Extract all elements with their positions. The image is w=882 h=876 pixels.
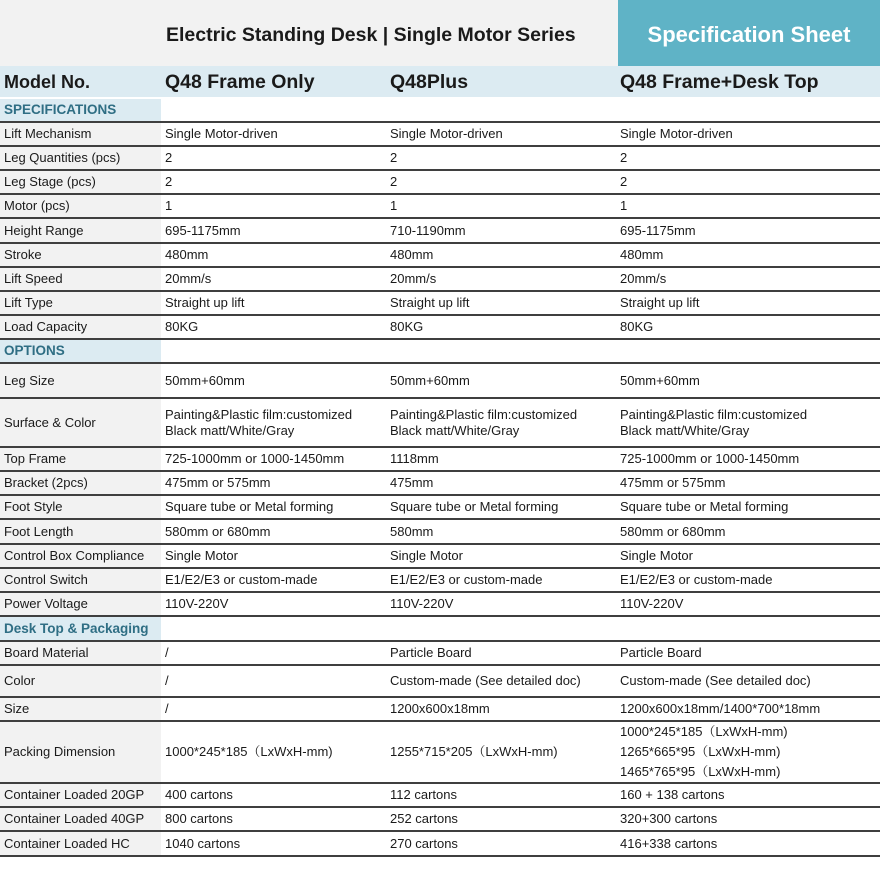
spec-value-line: 480mm (165, 247, 209, 262)
spec-value (616, 592, 880, 616)
spec-value-line: 800 cartons (165, 811, 233, 826)
spec-row (0, 398, 880, 447)
spec-label: Lift Speed (0, 267, 161, 291)
spec-value (616, 831, 880, 856)
spec-value-line: 2 (390, 150, 398, 165)
spec-value (161, 218, 386, 243)
spec-value (616, 267, 880, 291)
spec-value-line: Single Motor-driven (390, 126, 503, 141)
spec-value-line: / (165, 645, 169, 660)
spec-value-line: 580mm or 680mm (620, 523, 726, 539)
spec-value-line: 110V-220V (165, 596, 229, 611)
spec-value-line: 1118mm (390, 451, 439, 466)
spec-value (616, 398, 880, 447)
spec-value (386, 721, 616, 783)
spec-value-line: 2 (620, 174, 628, 189)
spec-value (161, 592, 386, 616)
spec-value (386, 641, 616, 665)
spec-value-line: 475mm or 575mm (165, 475, 271, 490)
spec-value (386, 291, 616, 315)
spec-value-line: 400 cartons (165, 787, 233, 802)
spec-value-line: 1 (390, 198, 398, 213)
spec-value (161, 146, 386, 170)
spec-value (386, 170, 616, 194)
spec-value-line: Single Motor (620, 548, 693, 563)
spec-value-line: Square tube or Metal forming (165, 499, 334, 514)
spec-value-line: Particle Board (620, 645, 702, 660)
spec-label: Power Voltage (0, 592, 161, 616)
spec-row (0, 783, 880, 807)
section-header-row (0, 616, 880, 641)
spec-value (161, 170, 386, 194)
spec-row (0, 544, 880, 568)
spec-value (386, 544, 616, 568)
page-title: Electric Standing Desk | Single Motor Series (166, 24, 576, 46)
spec-label: Leg Size (0, 363, 161, 398)
spec-label: Container Loaded 40GP (0, 807, 161, 831)
spec-value-line: Single Motor-driven (165, 126, 278, 141)
spec-label: Color (0, 665, 161, 697)
spec-value (161, 471, 386, 495)
spec-value-line: Black matt/White/Gray (620, 422, 750, 438)
spec-value (616, 194, 880, 218)
spec-label: Motor (pcs) (0, 194, 161, 218)
spec-value (386, 783, 616, 807)
spec-value (386, 592, 616, 616)
spec-value-line: Straight up lift (165, 295, 245, 310)
spec-value (386, 122, 616, 146)
spec-value (616, 665, 880, 697)
spec-value-line: 20mm/s (165, 271, 212, 286)
spec-label: Control Switch (0, 568, 161, 592)
spec-value-line: 1200x600x18mm (390, 701, 490, 716)
spec-value-line: 2 (165, 150, 173, 165)
model-q48plus: Q48Plus (390, 70, 469, 93)
spec-value-line: 416+338 cartons (620, 835, 718, 851)
spec-value (386, 363, 616, 398)
spec-label: Container Loaded HC (0, 831, 161, 856)
spec-row (0, 495, 880, 519)
spec-value-line: 110V-220V (620, 596, 684, 611)
section-title: Desk Top & Packaging (0, 616, 161, 641)
spec-label: Leg Stage (pcs) (0, 170, 161, 194)
spec-value (386, 831, 616, 856)
spec-row (0, 291, 880, 315)
spec-value (616, 243, 880, 267)
spec-value (386, 315, 616, 339)
spec-value (616, 218, 880, 243)
spec-value (161, 831, 386, 856)
spec-value-line: 1 (165, 198, 173, 213)
spec-label: Load Capacity (0, 315, 161, 339)
spec-row (0, 122, 880, 146)
spec-value (161, 363, 386, 398)
spec-value (616, 519, 880, 544)
spec-value (616, 170, 880, 194)
spec-value-line: 1200x600x18mm/1400*700*18mm (620, 701, 821, 716)
section-title: OPTIONS (0, 339, 161, 363)
spec-value (161, 519, 386, 544)
spec-value (616, 146, 880, 170)
spec-value (161, 243, 386, 267)
section-spacer-cell (386, 616, 616, 641)
spec-label: Foot Length (0, 519, 161, 544)
spec-value (616, 544, 880, 568)
section-spacer-cell (161, 339, 386, 363)
spec-value (161, 544, 386, 568)
spec-value (386, 146, 616, 170)
spec-value (386, 471, 616, 495)
spec-value-line: Single Motor (390, 548, 463, 563)
spec-label: Surface & Color (0, 398, 161, 447)
spec-value-line: 1255*715*205（LxWxH-mm) (390, 744, 558, 759)
spec-row (0, 363, 880, 398)
spec-row (0, 447, 880, 471)
spec-label: Size (0, 697, 161, 721)
spec-value-line: 50mm+60mm (620, 372, 700, 388)
spec-row (0, 807, 880, 831)
spec-label: Lift Mechanism (0, 122, 161, 146)
spec-value (616, 568, 880, 592)
spec-value-line: Painting&Plastic film:customized (620, 406, 808, 422)
spec-value-line: Straight up lift (620, 295, 700, 310)
spec-value-line: 110V-220V (390, 596, 454, 611)
spec-value (616, 291, 880, 315)
spec-label: Board Material (0, 641, 161, 665)
spec-value-line: Custom-made (See detailed doc) (390, 673, 581, 688)
spec-value-line: 475mm or 575mm (620, 475, 726, 490)
spec-value (616, 807, 880, 831)
spec-value-line: 480mm (620, 247, 664, 262)
spec-value-line: Custom-made (See detailed doc) (620, 673, 811, 688)
spec-value (161, 398, 386, 447)
spec-value-line: Black matt/White/Gray (165, 422, 295, 438)
spec-value-line: 475mm (390, 475, 434, 490)
spec-value (616, 471, 880, 495)
spec-sheet-badge: Specification Sheet (618, 0, 880, 66)
spec-value (386, 697, 616, 721)
spec-value-line: 1000*245*185（LxWxH-mm) (620, 724, 788, 739)
model-q48-frame-only: Q48 Frame Only (165, 70, 315, 93)
spec-label: Container Loaded 20GP (0, 783, 161, 807)
spec-value (616, 697, 880, 721)
spec-value (386, 243, 616, 267)
spec-value (616, 122, 880, 146)
spec-value (616, 495, 880, 519)
spec-value (616, 447, 880, 471)
spec-row (0, 471, 880, 495)
section-spacer-cell (386, 339, 616, 363)
spec-value-line: 2 (165, 174, 173, 189)
spec-value (161, 665, 386, 697)
spec-row (0, 721, 880, 783)
spec-value-line: 252 cartons (390, 811, 458, 826)
spec-value-line: 2 (390, 174, 398, 189)
section-spacer-cell (386, 98, 616, 122)
spec-value-line: 695-1175mm (165, 222, 241, 238)
spec-value (161, 122, 386, 146)
spec-row (0, 665, 880, 697)
spec-value (161, 641, 386, 665)
spec-value-line: 160 + 138 cartons (620, 787, 725, 802)
spec-value-line: Straight up lift (390, 295, 470, 310)
spec-label: Packing Dimension (0, 721, 161, 783)
spec-value (616, 721, 880, 783)
spec-label: Bracket (2pcs) (0, 471, 161, 495)
spec-value-line: 50mm+60mm (165, 372, 245, 388)
section-spacer-cell (616, 616, 880, 641)
spec-value (616, 641, 880, 665)
spec-value-line: Single Motor (165, 548, 238, 563)
spec-value (386, 398, 616, 447)
section-spacer-cell (161, 98, 386, 122)
spec-value (161, 315, 386, 339)
spec-row (0, 519, 880, 544)
spec-row (0, 315, 880, 339)
spec-value-line: Square tube or Metal forming (620, 499, 789, 514)
spec-value-line: 80KG (390, 319, 424, 334)
spec-value-line: E1/E2/E3 or custom-made (620, 572, 773, 587)
spec-value-line: 710-1190mm (390, 222, 466, 238)
section-spacer-cell (616, 339, 880, 363)
spec-value-line: 1265*665*95（LxWxH-mm) (620, 744, 781, 759)
section-title: SPECIFICATIONS (0, 98, 161, 122)
model-no-label: Model No. (4, 71, 90, 92)
spec-value (386, 807, 616, 831)
spec-row (0, 592, 880, 616)
spec-value-line: 1040 cartons (165, 835, 241, 851)
spec-label: Lift Type (0, 291, 161, 315)
spec-value (161, 721, 386, 783)
section-spacer-cell (161, 616, 386, 641)
spec-value-line: Square tube or Metal forming (390, 499, 559, 514)
spec-value (161, 291, 386, 315)
spec-value-line: 320+300 cartons (620, 811, 718, 826)
spec-value (386, 218, 616, 243)
spec-label: Stroke (0, 243, 161, 267)
spec-value-line: 1 (620, 198, 628, 213)
spec-value-line: Single Motor-driven (620, 126, 733, 141)
spec-value-line: 2 (620, 150, 628, 165)
spec-value-line: / (165, 673, 169, 688)
model-q48-frame-desk-top: Q48 Frame+Desk Top (620, 70, 819, 93)
spec-value (386, 568, 616, 592)
spec-value-line: 270 cartons (390, 835, 458, 851)
spec-value (161, 807, 386, 831)
spec-row (0, 218, 880, 243)
spec-row (0, 697, 880, 721)
spec-value (386, 495, 616, 519)
spec-value-line: Particle Board (390, 645, 472, 660)
spec-value (161, 495, 386, 519)
section-header-row (0, 339, 880, 363)
model-header-row (0, 66, 880, 98)
spec-row (0, 831, 880, 856)
spec-value (386, 665, 616, 697)
spec-value (161, 697, 386, 721)
spec-value-line: 480mm (390, 247, 434, 262)
spec-value (386, 447, 616, 471)
spec-value (616, 315, 880, 339)
spec-value-line: 725-1000mm or 1000-1450mm (165, 451, 345, 466)
spec-value-line: 695-1175mm (620, 222, 696, 238)
spec-label: Control Box Compliance (0, 544, 161, 568)
section-spacer-cell (616, 98, 880, 122)
spec-value (616, 783, 880, 807)
spec-value-line: 20mm/s (620, 271, 667, 286)
spec-value (386, 519, 616, 544)
spec-label: Leg Quantities (pcs) (0, 146, 161, 170)
spec-value (161, 783, 386, 807)
spec-row (0, 267, 880, 291)
spec-label: Top Frame (0, 447, 161, 471)
spec-value-line: 20mm/s (390, 271, 437, 286)
spec-value (161, 194, 386, 218)
spec-value-line: 112 cartons (390, 787, 457, 802)
spec-row (0, 146, 880, 170)
spec-value (616, 363, 880, 398)
spec-value (161, 267, 386, 291)
spec-value-line: Painting&Plastic film:customized (165, 406, 353, 422)
spec-value (386, 194, 616, 218)
spec-row (0, 194, 880, 218)
spec-value-line: 1465*765*95（LxWxH-mm) (620, 764, 781, 779)
spec-row (0, 568, 880, 592)
spec-value-line: 580mm or 680mm (165, 523, 271, 539)
spec-value-line: 50mm+60mm (390, 372, 470, 388)
spec-row (0, 243, 880, 267)
spec-row (0, 170, 880, 194)
spec-value-line: E1/E2/E3 or custom-made (390, 572, 543, 587)
spec-value-line: / (165, 701, 169, 716)
spec-value-line: 1000*245*185（LxWxH-mm) (165, 744, 333, 759)
spec-table (0, 66, 880, 857)
spec-value-line: 580mm (390, 523, 434, 539)
spec-value-line: Black matt/White/Gray (390, 422, 520, 438)
spec-label: Foot Style (0, 495, 161, 519)
spec-value-line: E1/E2/E3 or custom-made (165, 572, 318, 587)
spec-value-line: Painting&Plastic film:customized (390, 406, 578, 422)
spec-label: Height Range (0, 218, 161, 243)
spec-value-line: 80KG (620, 319, 654, 334)
spec-value (386, 267, 616, 291)
spec-value-line: 80KG (165, 319, 199, 334)
spec-value (161, 447, 386, 471)
spec-row (0, 641, 880, 665)
spec-value (161, 568, 386, 592)
spec-value-line: 725-1000mm or 1000-1450mm (620, 451, 800, 466)
section-header-row (0, 98, 880, 122)
